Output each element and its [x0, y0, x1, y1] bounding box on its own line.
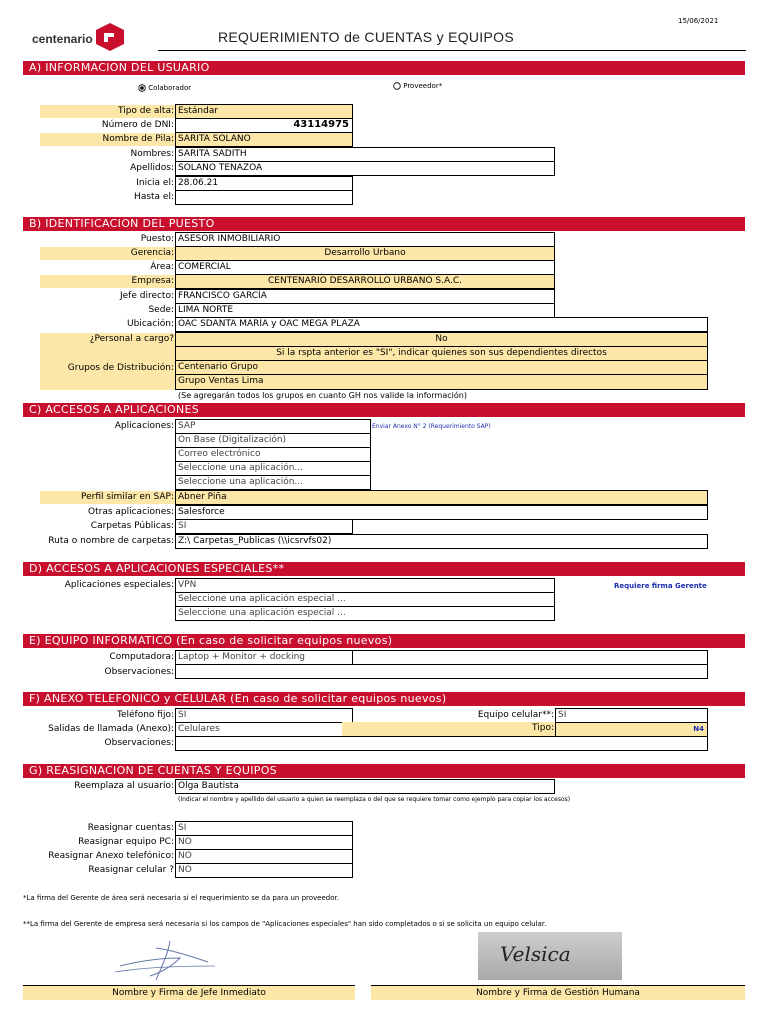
hasta-label: Hasta el: [134, 192, 174, 202]
dependientes-note: Si la rspta anterior es "SI", indicar quienes son sus dependientes directos [175, 346, 708, 361]
computadora-field[interactable]: Laptop + Monitor + docking [175, 650, 353, 665]
reemplaza-field[interactable]: Olga Bautista [175, 779, 555, 794]
otras-field[interactable]: Salesforce [175, 505, 708, 520]
grupo-field-1[interactable]: Centenario Grupo [175, 360, 708, 375]
nombres-field[interactable]: SARITA SADITH [175, 147, 555, 162]
grupos-label: Grupos de Distribución: [40, 362, 175, 375]
signature-gh [478, 932, 622, 980]
ruta-field[interactable]: Z:\ Carpetas_Publicas (\\icsrvfs02) [175, 534, 708, 549]
signature-gh-label: Nombre y Firma de Gestión Humana [371, 985, 745, 1000]
reasignar-anexo-field[interactable]: NO [175, 849, 353, 864]
salidas-label: Salidas de llamada (Anexo): [48, 724, 174, 734]
section-f-header: F) ANEXO TELEFONICO y CELULAR (En caso de solicitar equipos nuevos) [23, 692, 745, 706]
radio-unchecked-icon [393, 82, 401, 90]
tipo-alta-label: Tipo de alta: [40, 105, 175, 118]
document-date: 15/06/2021 [678, 17, 719, 25]
reemplaza-label: Reemplaza al usuario: [74, 781, 174, 791]
computadora-extra-field[interactable] [352, 650, 708, 665]
section-e-header: E) EQUIPO INFORMATICO (En caso de solicitar equipos nuevos) [23, 634, 745, 648]
section-d-header: D) ACCESOS A APLICACIONES ESPECIALES** [23, 562, 745, 576]
carpetas-label: Carpetas Públicas: [90, 521, 174, 531]
obs-f-field[interactable] [175, 736, 708, 751]
gerencia-field[interactable]: Desarrollo Urbano [175, 246, 555, 261]
obs-f-label: Observaciones: [104, 738, 174, 748]
pila-field[interactable]: SARITA SOLANO [175, 132, 353, 147]
ubicacion-label: Ubicación: [127, 319, 174, 329]
pila-label: Nombre de Pila: [40, 133, 175, 146]
gerencia-label: Gerencia: [40, 247, 175, 260]
nombres-label: Nombres: [130, 149, 174, 159]
section-g-header: G) REASIGNACION DE CUENTAS Y EQUIPOS [23, 764, 745, 778]
firma-gerente-note: Requiere firma Gerente [614, 582, 707, 590]
footer-note-1: *La firma del Gerente de área será necesaria si el requerimiento se da para un proveedor. [23, 894, 339, 902]
brand-name: centenario [32, 32, 93, 46]
reasignar-cuentas-label: Reasignar cuentas: [87, 823, 174, 833]
app-especial-field-2[interactable]: Seleccione una aplicación especial ... [175, 592, 555, 607]
grupos-note: (Se agregarán todos los grupos en cuanto GH nos valide la información) [178, 391, 467, 400]
logo [28, 22, 128, 52]
dni-label: Número de DNI: [101, 120, 174, 130]
hasta-field[interactable] [175, 190, 353, 205]
computadora-label: Computadora: [109, 652, 174, 662]
apps-especiales-label: Aplicaciones especiales: [64, 580, 174, 590]
empresa-label: Empresa: [40, 275, 175, 288]
app-field-4[interactable]: Seleccione una aplicación... [175, 461, 371, 476]
personal-field[interactable]: No [175, 332, 708, 347]
section-c-header: C) ACCESOS A APLICACIONES [23, 403, 745, 417]
apellidos-label: Apellidos: [130, 163, 174, 173]
puesto-label: Puesto: [140, 234, 174, 244]
footer-note-2: **La firma del Gerente de empresa será necesaria si los campos de "Aplicaciones especiales" han sido completados o si se solicita un equipo celular. [23, 920, 547, 928]
dni-field[interactable]: 43114975 [175, 118, 353, 133]
personal-label: ¿Personal a cargo? [40, 333, 175, 346]
area-field[interactable]: COMERCIAL [175, 260, 555, 275]
celular-field[interactable]: SI [555, 708, 708, 723]
perfil-field[interactable]: Abner Piña [175, 490, 708, 505]
reasignar-celular-label: Reasignar celular ? [88, 865, 174, 875]
ubicacion-field[interactable]: OAC SDANTA MARÍA y OAC MEGA PLAZA [175, 317, 708, 332]
obs-e-field[interactable] [175, 664, 708, 679]
jefe-field[interactable]: FRANCISCO GARCÍA [175, 289, 555, 304]
section-a-header: A) INFORMACION DEL USUARIO [23, 61, 745, 75]
salidas-field[interactable]: Celulares [175, 722, 353, 737]
reemplaza-note: (Indicar el nombre y apellido del usuario a quien se reemplaza o del que se requiere tomar como ejemplo para copiar los accesos) [178, 796, 571, 803]
tipo-label: Tipo: [342, 722, 555, 736]
radio-proveedor-label: Proveedor* [403, 82, 443, 90]
obs-e-label: Observaciones: [104, 667, 174, 677]
fijo-field[interactable]: SI [175, 708, 353, 723]
inicia-field[interactable]: 28.06.21 [175, 176, 353, 191]
radio-colaborador[interactable] [138, 84, 191, 92]
radio-checked-icon [138, 84, 146, 92]
apps-label: Aplicaciones: [114, 421, 174, 431]
app-field-2[interactable]: On Base (Digitalización) [175, 433, 371, 448]
app-field-3[interactable]: Correo electrónico [175, 447, 371, 462]
reasignar-cuentas-field[interactable]: SI [175, 821, 353, 836]
fijo-label: Teléfono fijo: [117, 710, 174, 720]
section-b-header: B) IDENTIFICACION DEL PUESTO [23, 217, 745, 231]
reasignar-pc-label: Reasignar equipo PC: [78, 837, 174, 847]
app-field-5[interactable]: Seleccione una aplicación... [175, 475, 371, 490]
celular-label: Equipo celular**: [477, 710, 554, 720]
sede-field[interactable]: LIMA NORTE [175, 303, 555, 318]
apellidos-field[interactable]: SOLANO TENAZOA [175, 161, 555, 176]
ruta-label: Ruta o nombre de carpetas: [48, 536, 174, 546]
radio-proveedor[interactable] [393, 82, 442, 90]
sede-label: Sede: [148, 305, 174, 315]
app-field-1[interactable]: SAP [175, 419, 371, 434]
reasignar-anexo-label: Reasignar Anexo telefónico: [48, 851, 174, 861]
inicia-label: Inicia el: [136, 178, 174, 188]
radio-colaborador-label: Colaborador [148, 84, 192, 92]
app-especial-field-1[interactable]: VPN [175, 578, 555, 593]
tipo-field[interactable]: N4 [555, 722, 708, 737]
jefe-label: Jefe directo: [119, 291, 174, 301]
header [0, 0, 768, 60]
signature-jefe [110, 936, 220, 984]
signature-gh-text: Velsica [500, 942, 571, 966]
logo-mark-icon [92, 22, 126, 52]
anexo-sap-note[interactable]: Enviar Anexo N° 2 (Requerimiento SAP) [372, 423, 491, 430]
app-especial-field-3[interactable]: Seleccione una aplicación especial ... [175, 606, 555, 621]
puesto-field[interactable]: ASESOR INMOBILIARIO [175, 232, 555, 247]
grupo-field-2[interactable]: Grupo Ventas Lima [175, 374, 708, 390]
tipo-alta-field[interactable]: Estándar [175, 104, 353, 119]
reasignar-pc-field[interactable]: NO [175, 835, 353, 850]
reasignar-celular-field[interactable]: NO [175, 863, 353, 878]
empresa-field[interactable]: CENTENARIO DESARROLLO URBANO S.A.C. [175, 274, 555, 289]
otras-label: Otras aplicaciones: [88, 507, 174, 517]
carpetas-field[interactable]: SI [175, 519, 353, 534]
signature-jefe-label: Nombre y Firma de Jefe Inmediato [23, 985, 355, 1000]
header-divider [158, 50, 746, 51]
page-title: REQUERIMIENTO de CUENTAS y EQUIPOS [218, 29, 514, 45]
area-label: Área: [150, 262, 174, 272]
perfil-label: Perfil similar en SAP: [40, 491, 175, 504]
